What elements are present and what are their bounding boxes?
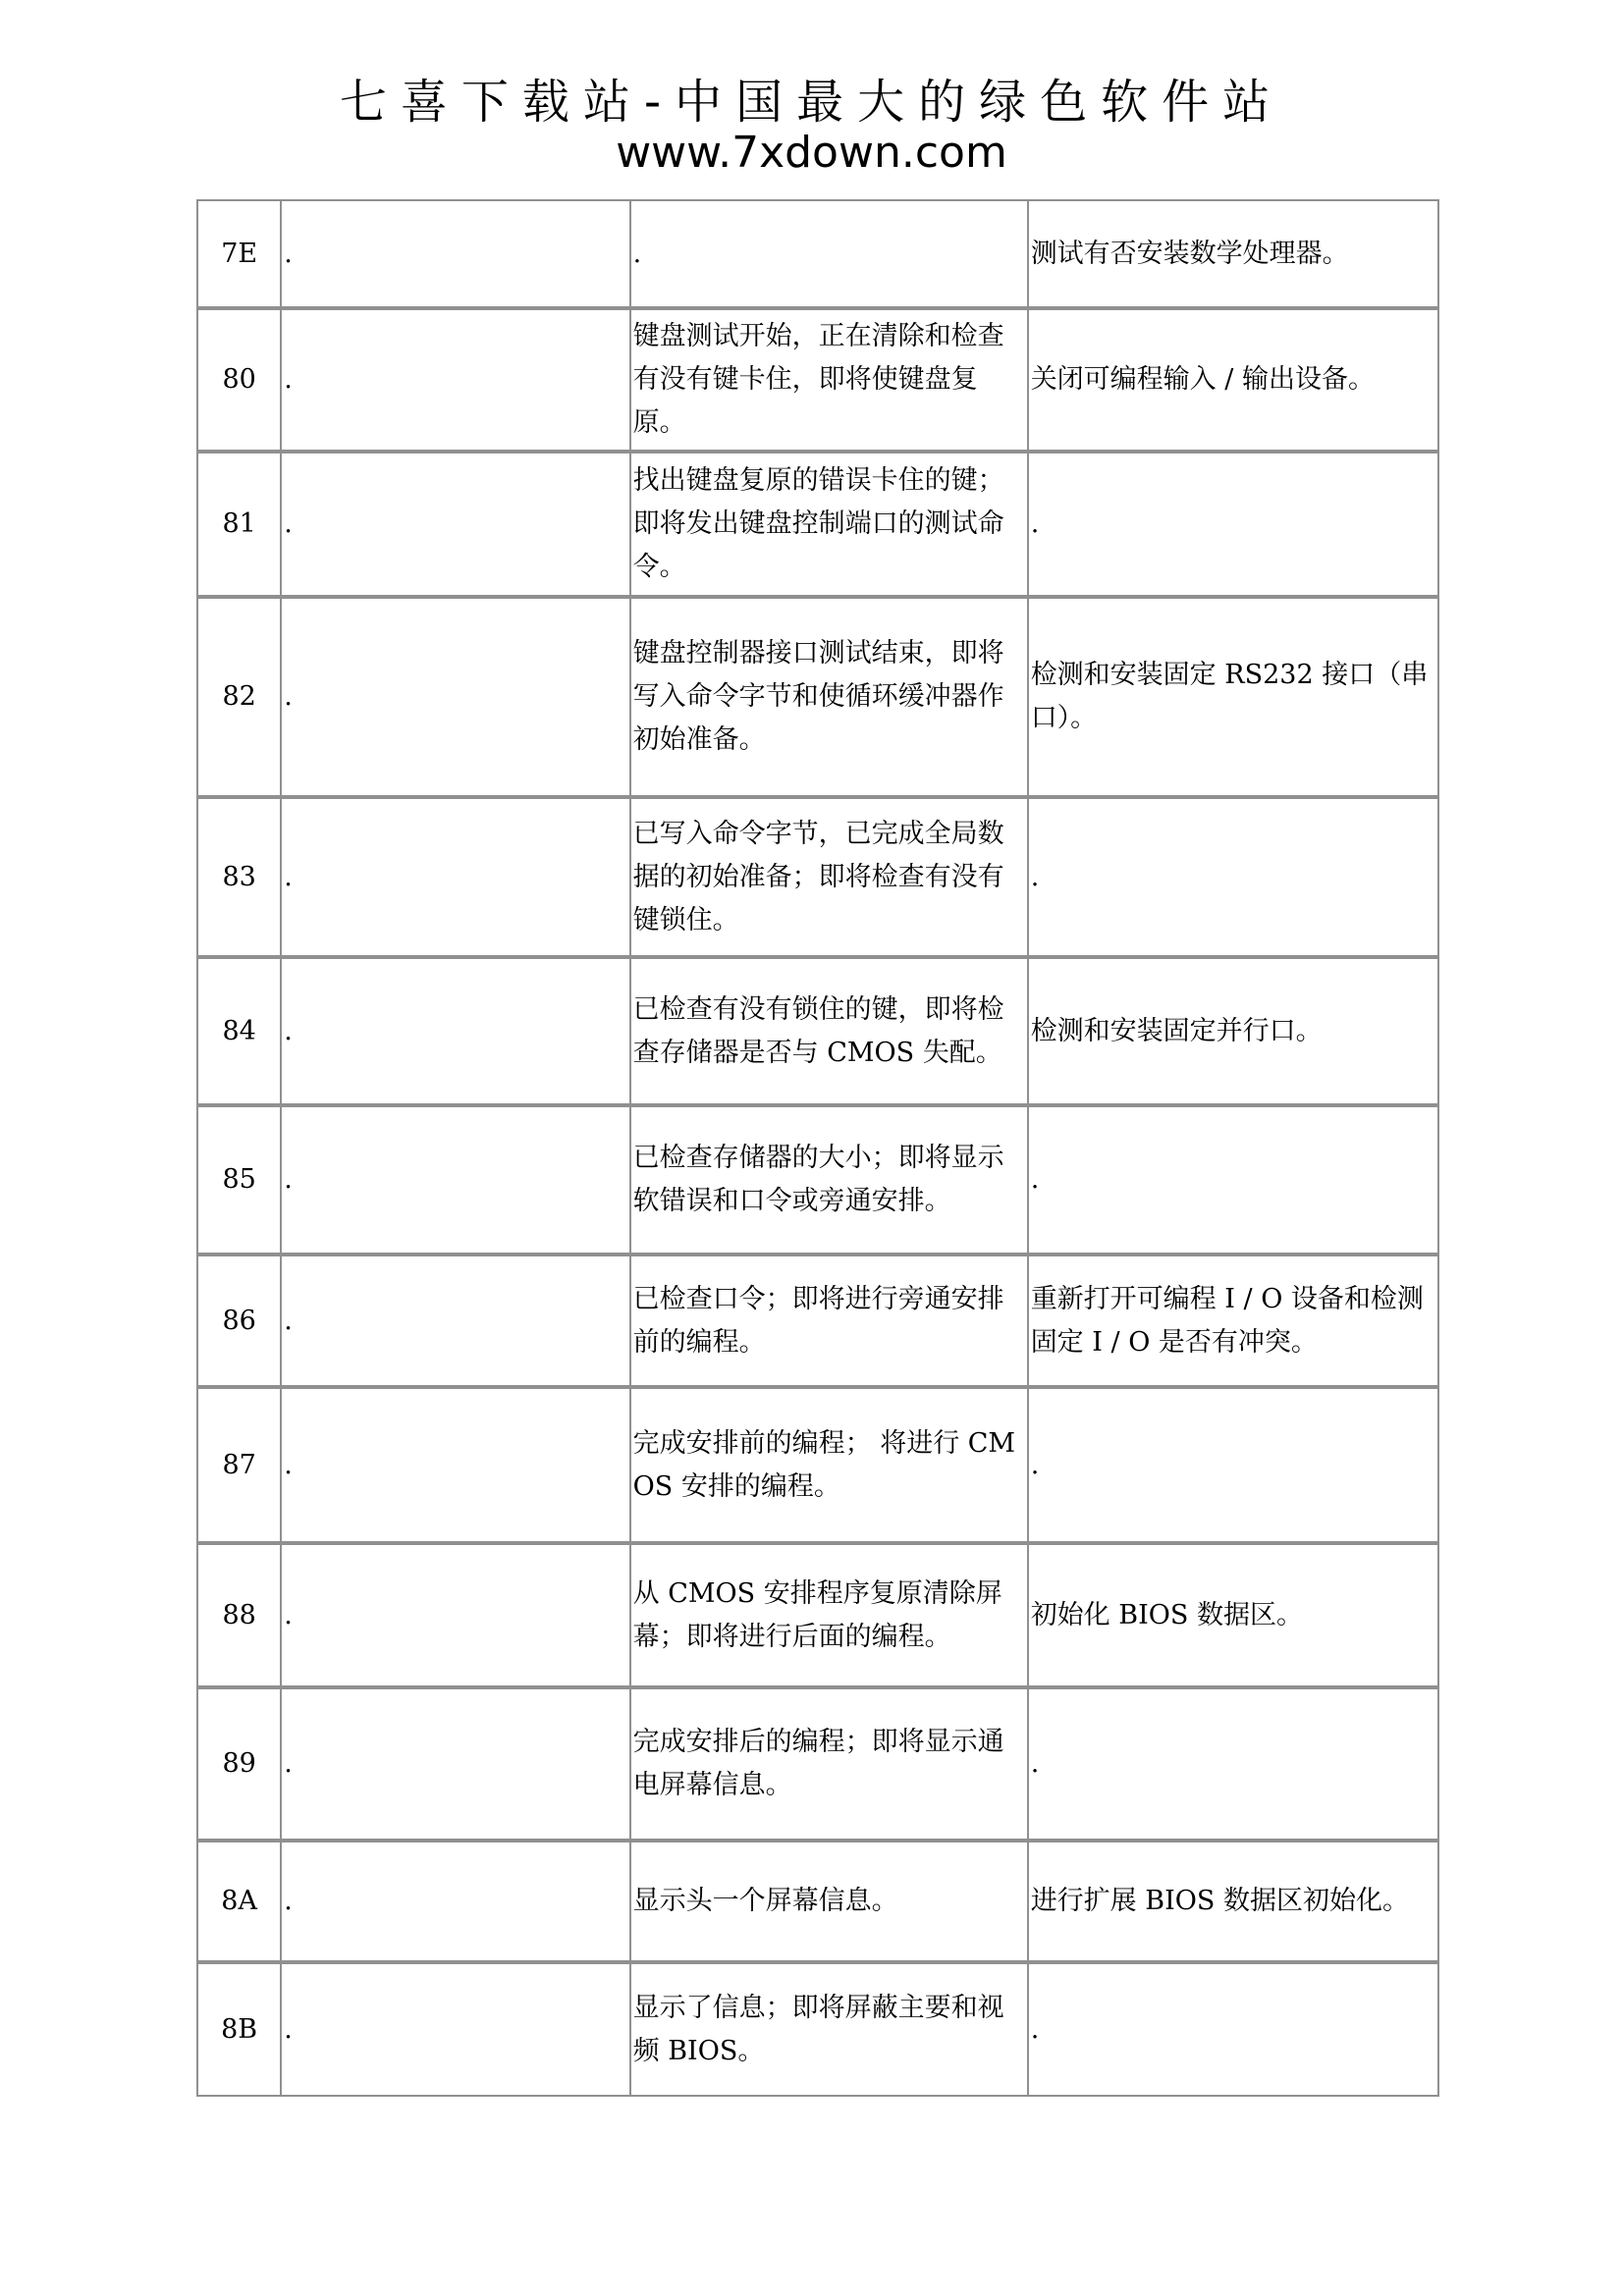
row-note: 检测和安装固定并行口。 (1029, 957, 1439, 1105)
row-code: 84 (198, 957, 282, 1105)
row-checkpoint: . (282, 1255, 630, 1387)
row-code: 8B (198, 1962, 282, 2097)
table-row (198, 452, 1439, 597)
row-note: . (1029, 797, 1439, 957)
row-note: 初始化 BIOS 数据区。 (1029, 1543, 1439, 1687)
row-note: . (1029, 1962, 1439, 2097)
row-description: 已检查有没有锁住的键，即将检查存储器是否与 CMOS 失配。 (631, 957, 1029, 1105)
row-code: 7E (198, 201, 282, 308)
table-row (198, 1255, 1439, 1387)
row-checkpoint: . (282, 1962, 630, 2097)
row-code: 85 (198, 1105, 282, 1255)
row-description: 显示了信息；即将屏蔽主要和视频 BIOS。 (631, 1962, 1029, 2097)
row-code: 83 (198, 797, 282, 957)
row-description: . (631, 201, 1029, 308)
table-row (198, 1687, 1439, 1841)
row-description: 从 CMOS 安排程序复原清除屏幕；即将进行后面的编程。 (631, 1543, 1029, 1687)
table-row (198, 308, 1439, 452)
row-code: 89 (198, 1687, 282, 1841)
row-description: 找出键盘复原的错误卡住的键；即将发出键盘控制端口的测试命令。 (631, 452, 1029, 597)
row-note: . (1029, 1687, 1439, 1841)
row-description: 显示头一个屏幕信息。 (631, 1841, 1029, 1962)
table-row (198, 797, 1439, 957)
post-code-table (196, 199, 1439, 2097)
row-code: 86 (198, 1255, 282, 1387)
row-description: 完成安排前的编程； 将进行 CMOS 安排的编程。 (631, 1387, 1029, 1543)
site-url: www.7xdown.com (616, 128, 1007, 178)
row-description: 键盘控制器接口测试结束，即将写入命令字节和使循环缓冲器作初始准备。 (631, 597, 1029, 797)
row-description: 已检查口令；即将进行旁通安排前的编程。 (631, 1255, 1029, 1387)
row-note: 测试有否安装数学处理器。 (1029, 201, 1439, 308)
row-description: 已写入命令字节，已完成全局数据的初始准备；即将检查有没有键锁住。 (631, 797, 1029, 957)
row-description: 键盘测试开始，正在清除和检查有没有键卡住，即将使键盘复原。 (631, 308, 1029, 452)
row-code: 81 (198, 452, 282, 597)
table-row (198, 957, 1439, 1105)
row-note: 进行扩展 BIOS 数据区初始化。 (1029, 1841, 1439, 1962)
row-checkpoint: . (282, 797, 630, 957)
row-code: 88 (198, 1543, 282, 1687)
row-checkpoint: . (282, 1687, 630, 1841)
row-code: 80 (198, 308, 282, 452)
site-title: 七喜下载站-中国最大的绿色软件站 (339, 75, 1284, 130)
table-row (198, 597, 1439, 797)
table-row (198, 1841, 1439, 1962)
row-note: . (1029, 1105, 1439, 1255)
table-row (198, 1962, 1439, 2097)
row-checkpoint: . (282, 201, 630, 308)
row-code: 87 (198, 1387, 282, 1543)
row-checkpoint: . (282, 1841, 630, 1962)
row-note: 检测和安装固定 RS232 接口（串口）。 (1029, 597, 1439, 797)
row-code: 8A (198, 1841, 282, 1962)
row-code: 82 (198, 597, 282, 797)
table-row (198, 1387, 1439, 1543)
row-description: 已检查存储器的大小；即将显示软错误和口令或旁通安排。 (631, 1105, 1029, 1255)
table-row (198, 1543, 1439, 1687)
row-checkpoint: . (282, 452, 630, 597)
row-note: . (1029, 452, 1439, 597)
table-row (198, 1105, 1439, 1255)
row-checkpoint: . (282, 957, 630, 1105)
row-checkpoint: . (282, 1105, 630, 1255)
table-row (198, 201, 1439, 308)
row-checkpoint: . (282, 597, 630, 797)
row-checkpoint: . (282, 308, 630, 452)
row-checkpoint: . (282, 1543, 630, 1687)
row-note: 关闭可编程输入 / 输出设备。 (1029, 308, 1439, 452)
row-note: 重新打开可编程 I / O 设备和检测固定 I / O 是否有冲突。 (1029, 1255, 1439, 1387)
row-note: . (1029, 1387, 1439, 1543)
row-description: 完成安排后的编程；即将显示通电屏幕信息。 (631, 1687, 1029, 1841)
row-checkpoint: . (282, 1387, 630, 1543)
